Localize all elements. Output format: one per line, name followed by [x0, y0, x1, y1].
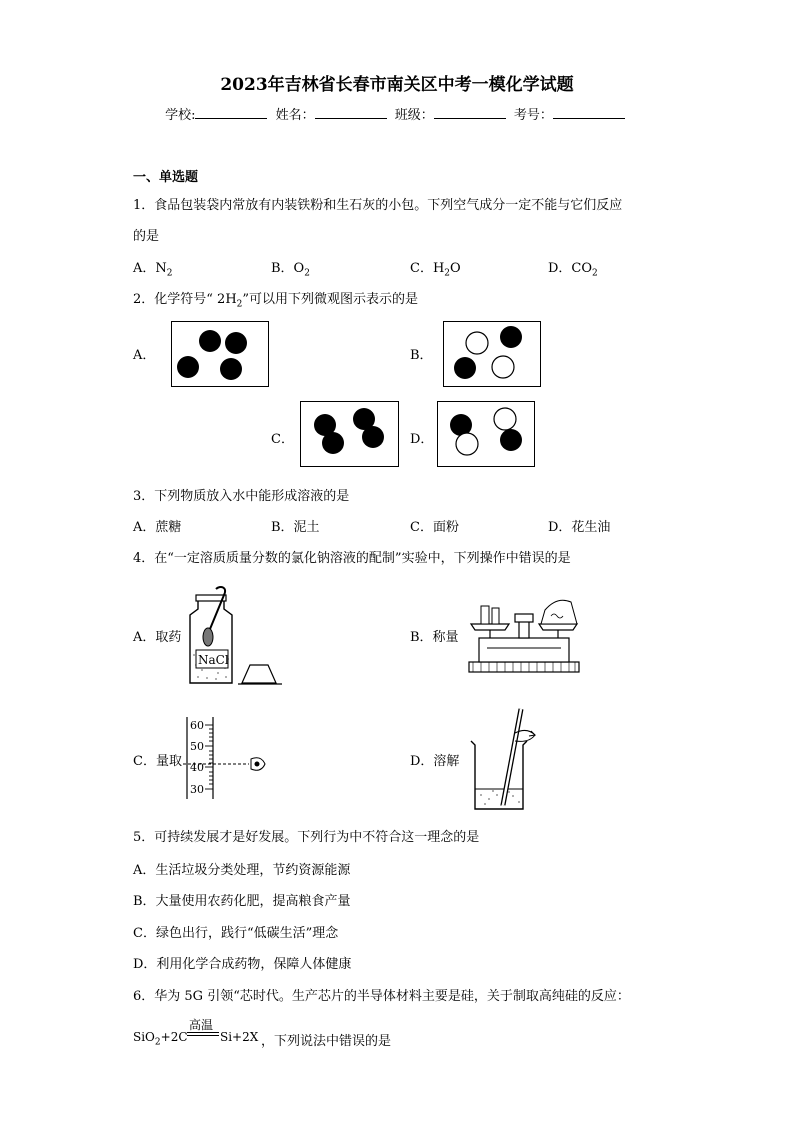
q5-option-b[interactable]: B．大量使用农药化肥，提高粮食产量	[133, 894, 351, 909]
q1-stem-line2: 的是	[133, 229, 160, 244]
name-label: 姓名：	[275, 108, 315, 123]
q5-stem: 5．可持续发展才是好发展。下列行为中不符合这一理念的是	[133, 830, 480, 845]
id-label: 考号：	[513, 108, 553, 123]
page-title: 2023年吉林省长春市南关区中考一模化学试题	[220, 75, 574, 95]
q5-option-a[interactable]: A．生活垃圾分类处理，节约资源能源	[133, 863, 351, 878]
q2-option-a-diagram[interactable]	[171, 321, 269, 387]
q2-option-d-label[interactable]: D．	[410, 432, 434, 447]
q2-option-a-label[interactable]: A．	[133, 348, 156, 363]
q3-stem: 3．下列物质放入水中能形成溶液的是	[133, 489, 350, 504]
class-blank[interactable]	[434, 106, 506, 119]
q2-option-c-label[interactable]: C．	[271, 432, 294, 447]
nacl-label: NaCl	[198, 653, 229, 667]
section-heading: 一、单选题	[133, 170, 199, 185]
q2-option-b-diagram[interactable]	[443, 321, 541, 387]
student-info-line	[0, 104, 794, 123]
q1-option-b[interactable]: B．$O_2$	[271, 261, 310, 279]
q3-option-b[interactable]: B．泥土	[271, 520, 320, 535]
q2-option-c-diagram[interactable]	[300, 401, 399, 467]
q4-option-b-balance-illustration	[465, 590, 583, 676]
q1-option-d[interactable]: D．$CO_2$	[548, 261, 598, 279]
q4-option-a-illustration	[180, 585, 285, 689]
q4-stem: 4．在“一定溶质质量分数的氯化钠溶液的配制”实验中，下列操作中错误的是	[133, 551, 571, 566]
q3-option-d[interactable]: D．花生油	[548, 520, 611, 535]
q5-option-c[interactable]: C．绿色出行，践行“低碳生活”理念	[133, 926, 339, 941]
q4-option-a-label[interactable]: A．取药	[133, 630, 182, 645]
id-blank[interactable]	[553, 106, 625, 119]
q4-option-d-beaker-illustration	[465, 705, 545, 813]
svg-text:40: 40	[190, 761, 204, 774]
reaction-condition: 高温	[189, 1018, 214, 1032]
svg-text:50: 50	[190, 740, 204, 753]
class-label: 班级：	[394, 108, 434, 123]
q5-option-d[interactable]: D．利用化学合成药物，保障人体健康	[133, 957, 352, 972]
svg-text:30: 30	[190, 783, 204, 796]
q2-option-d-diagram[interactable]	[437, 401, 535, 467]
q4-option-d-label[interactable]: D．溶解	[410, 754, 460, 769]
school-label: 学校:	[165, 108, 196, 123]
q1-option-a[interactable]: A．$N_2$	[133, 261, 173, 279]
name-blank[interactable]	[315, 106, 387, 119]
school-blank[interactable]	[195, 106, 267, 119]
q3-option-a[interactable]: A．蔗糖	[133, 520, 182, 535]
q1-option-c[interactable]: C．$H_2O$	[410, 261, 461, 279]
q4-option-b-label[interactable]: B．称量	[410, 630, 459, 645]
q2-option-b-label[interactable]: B．	[410, 348, 433, 363]
q4-option-c-label[interactable]: C．量取	[133, 754, 182, 769]
q1-stem-line1: 1．食品包装袋内常放有内装铁粉和生石灰的小包。下列空气成分一定不能与它们反应	[133, 198, 623, 213]
q2-stem: 2．化学符号“ $2H_2$”可以用下列微观图示表示的是	[133, 292, 419, 310]
q3-option-c[interactable]: C．面粉	[410, 520, 459, 535]
q6-stem: 6．华为 5G 引领“芯时代。生产芯片的半导体材料主要是硅，关于制取高纯硅的反应：	[133, 989, 630, 1004]
svg-text:60: 60	[190, 719, 204, 732]
q4-option-c-cylinder-illustration	[183, 715, 268, 801]
